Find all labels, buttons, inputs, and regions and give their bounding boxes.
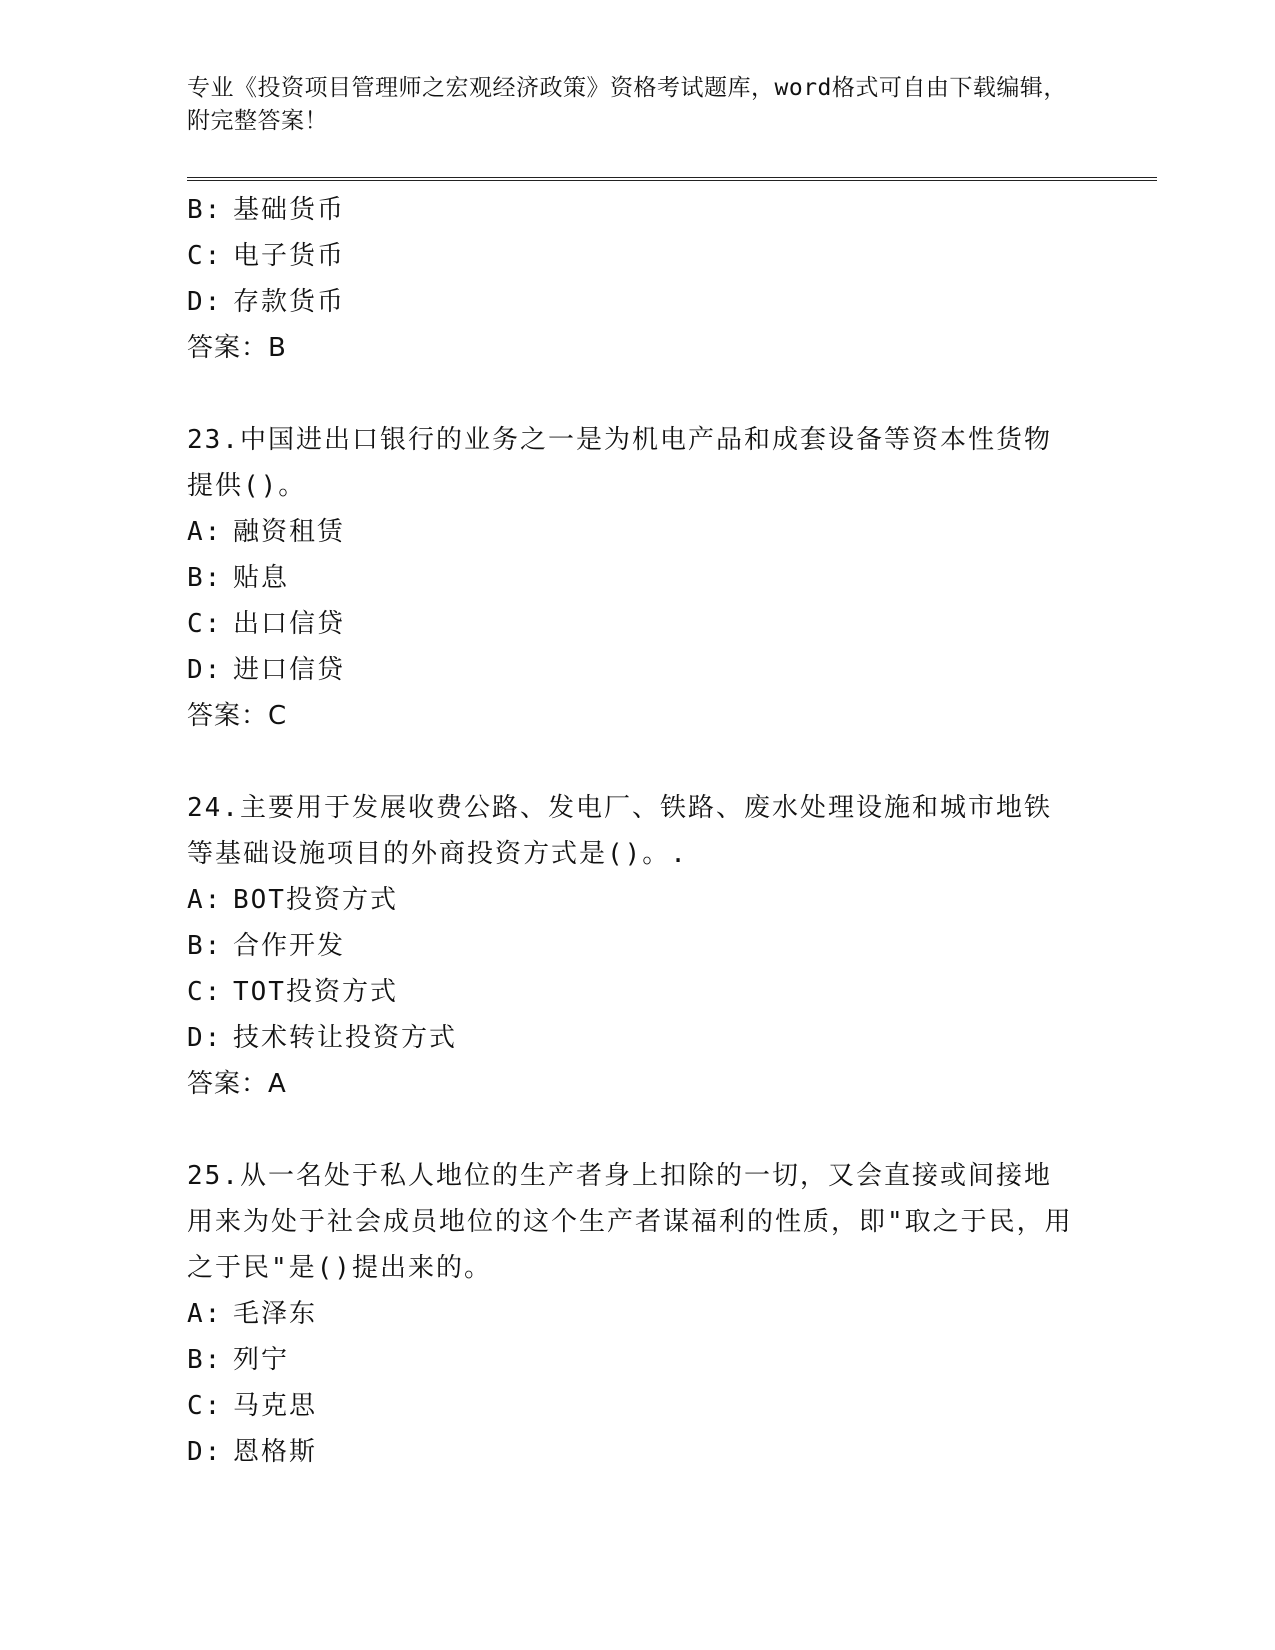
option-d: D: 恩格斯 — [187, 1437, 318, 1467]
question-list — [187, 187, 1087, 1475]
option-c: C: 电子货币 — [187, 241, 346, 271]
header-divider — [187, 177, 1157, 181]
question-stem: 25.从一名处于私人地位的生产者身上扣除的一切，又会直接或间接地用来为处于社会成员地位的这个生产者谋福利的性质，即"取之于民，用之于民"是()提出来的。 — [187, 1161, 1073, 1283]
option-d: D: 存款货币 — [187, 287, 346, 317]
option-c: C: 出口信贷 — [187, 609, 346, 639]
option-b: B: 列宁 — [187, 1345, 290, 1375]
option-b: B: 贴息 — [187, 563, 290, 593]
answer-24: 答案：A — [187, 1069, 287, 1099]
option-d: D: 进口信贷 — [187, 655, 346, 685]
question-23 — [187, 417, 1087, 739]
question-25 — [187, 1153, 1087, 1475]
answer-23: 答案：C — [187, 701, 288, 731]
option-a: A: 融资租赁 — [187, 517, 346, 547]
option-b: B: 合作开发 — [187, 931, 346, 961]
answer-22: 答案：B — [187, 333, 287, 363]
question-22-options — [187, 187, 1087, 371]
option-c: C: TOT投资方式 — [187, 977, 398, 1007]
option-b: B: 基础货币 — [187, 195, 346, 225]
option-a: A: BOT投资方式 — [187, 885, 398, 915]
question-stem: 23.中国进出口银行的业务之一是为机电产品和成套设备等资本性货物提供()。 — [187, 425, 1052, 501]
question-24 — [187, 785, 1087, 1107]
option-a: A: 毛泽东 — [187, 1299, 318, 1329]
option-d: D: 技术转让投资方式 — [187, 1023, 458, 1053]
question-stem: 24.主要用于发展收费公路、发电厂、铁路、废水处理设施和城市地铁等基础设施项目的外商投资方式是()。. — [187, 793, 1052, 869]
document-header: 专业《投资项目管理师之宏观经济政策》资格考试题库，word格式可自由下载编辑，附完整答案！ — [187, 75, 1067, 134]
option-c: C: 马克思 — [187, 1391, 318, 1421]
